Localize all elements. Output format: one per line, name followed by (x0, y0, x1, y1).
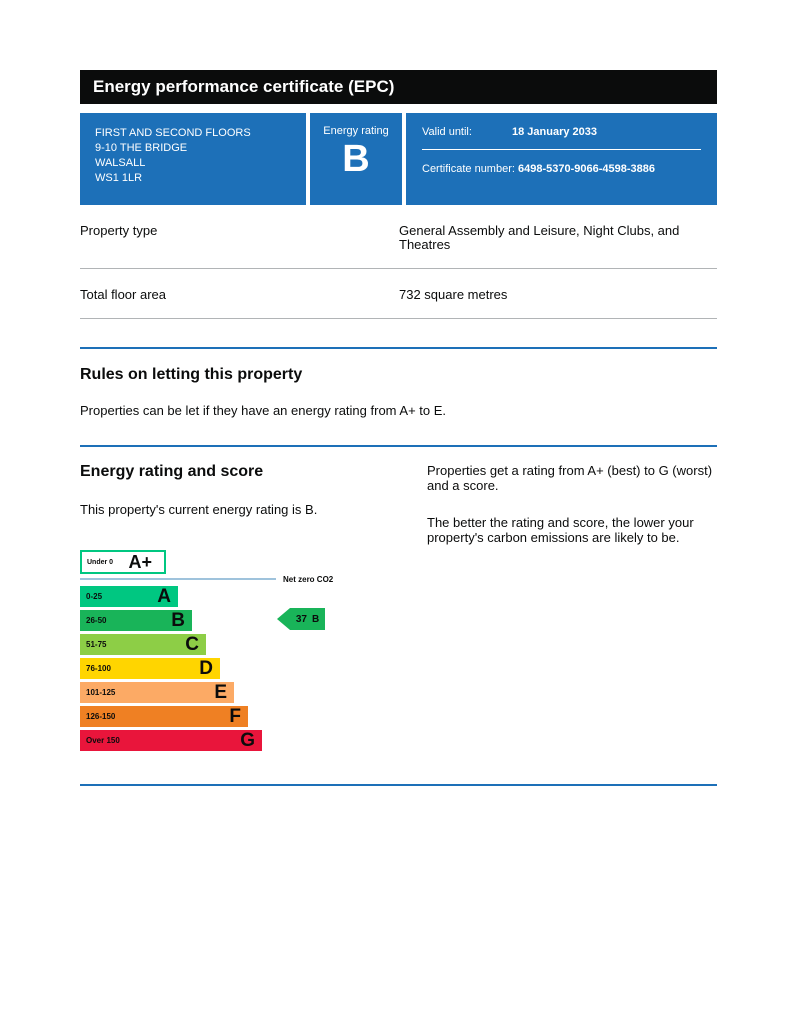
energy-rating-letter: B (342, 138, 370, 180)
address-line-1: FIRST AND SECOND FLOORS (95, 127, 251, 139)
rules-body-text: Properties can be let if they have an energy rating from A+ to E. (80, 403, 447, 418)
property-type-label: Property type (80, 223, 158, 238)
valid-until-label: Valid until: (422, 126, 472, 138)
epc-band-d (80, 658, 220, 679)
band-letter: A (157, 586, 171, 607)
current-rating-text: This property's current energy rating is B. (80, 502, 318, 517)
property-type-value: General Assembly and Leisure, Night Clubs, and Theatres (399, 223, 680, 252)
table-row (80, 205, 717, 269)
band-range-label: 0-25 (86, 592, 103, 601)
valid-until-row (422, 126, 701, 138)
rules-section (80, 347, 717, 445)
certificate-number-row (422, 163, 701, 175)
marker-letter: B (311, 613, 320, 625)
rating-section-heading: Energy rating and score (80, 463, 264, 480)
band-range-label: 76-100 (86, 664, 111, 673)
total-floor-area-value: 732 square metres (399, 287, 508, 302)
band-letter: A+ (128, 552, 152, 572)
valid-until-value: 18 January 2033 (512, 126, 598, 138)
band-letter: B (171, 610, 185, 631)
band-range-label: 51-75 (86, 640, 107, 649)
rating-section-left-column (80, 461, 427, 754)
epc-band-chart (80, 550, 427, 751)
marker-arrow-tip (277, 608, 290, 630)
rules-heading: Rules on letting this property (80, 366, 303, 383)
rating-section-right-column (427, 461, 717, 754)
certificate-panel (406, 113, 717, 205)
epc-band-a (80, 586, 178, 607)
energy-rating-panel (310, 113, 402, 205)
epc-band-b (80, 610, 192, 631)
marker-score: 37 (295, 613, 307, 625)
epc-band-g (80, 730, 262, 751)
property-details-table (80, 205, 717, 319)
score-marker (277, 608, 325, 630)
net-zero-row (80, 574, 427, 584)
band-range-label: 26-50 (86, 616, 107, 625)
marker-box (290, 608, 325, 630)
band-range-label: 101-125 (86, 688, 116, 697)
energy-rating-label: Energy rating (323, 125, 389, 137)
page-title: Energy performance certificate (EPC) (80, 70, 717, 104)
property-address (80, 113, 306, 205)
band-letter: G (240, 730, 255, 751)
band-range-label: Under 0 (87, 558, 114, 566)
certificate-number-value: 6498-5370-9066-4598-3886 (518, 163, 656, 175)
epc-page (80, 0, 717, 786)
rating-info-text-2: The better the rating and score, the lower your property's carbon emissions are likely to be. (427, 515, 694, 545)
energy-rating-section (80, 445, 717, 784)
summary-panels (80, 113, 717, 205)
address-line-4: WS1 1LR (95, 172, 143, 184)
spacer (80, 319, 717, 347)
band-range-label: 126-150 (86, 712, 116, 721)
epc-band-e (80, 682, 234, 703)
epc-band-c (80, 634, 206, 655)
band-letter: F (229, 706, 241, 727)
band-range-label: Over 150 (86, 736, 120, 745)
address-line-3: WALSALL (95, 157, 146, 169)
band-letter: D (199, 658, 213, 679)
total-floor-area-label: Total floor area (80, 287, 166, 302)
rating-info-text-1: Properties get a rating from A+ (best) to G (worst) and a score. (427, 463, 713, 493)
table-row (80, 269, 717, 319)
band-letter: E (214, 682, 227, 703)
net-zero-label: Net zero CO2 (283, 574, 334, 584)
certificate-number-label: Certificate number: (422, 163, 515, 175)
net-zero-line (80, 578, 276, 580)
section-divider (80, 784, 717, 786)
band-letter: C (185, 634, 199, 655)
certificate-panel-divider (422, 149, 701, 150)
epc-band-f (80, 706, 248, 727)
address-line-2: 9-10 THE BRIDGE (95, 142, 188, 154)
epc-band-a-plus (80, 550, 166, 574)
